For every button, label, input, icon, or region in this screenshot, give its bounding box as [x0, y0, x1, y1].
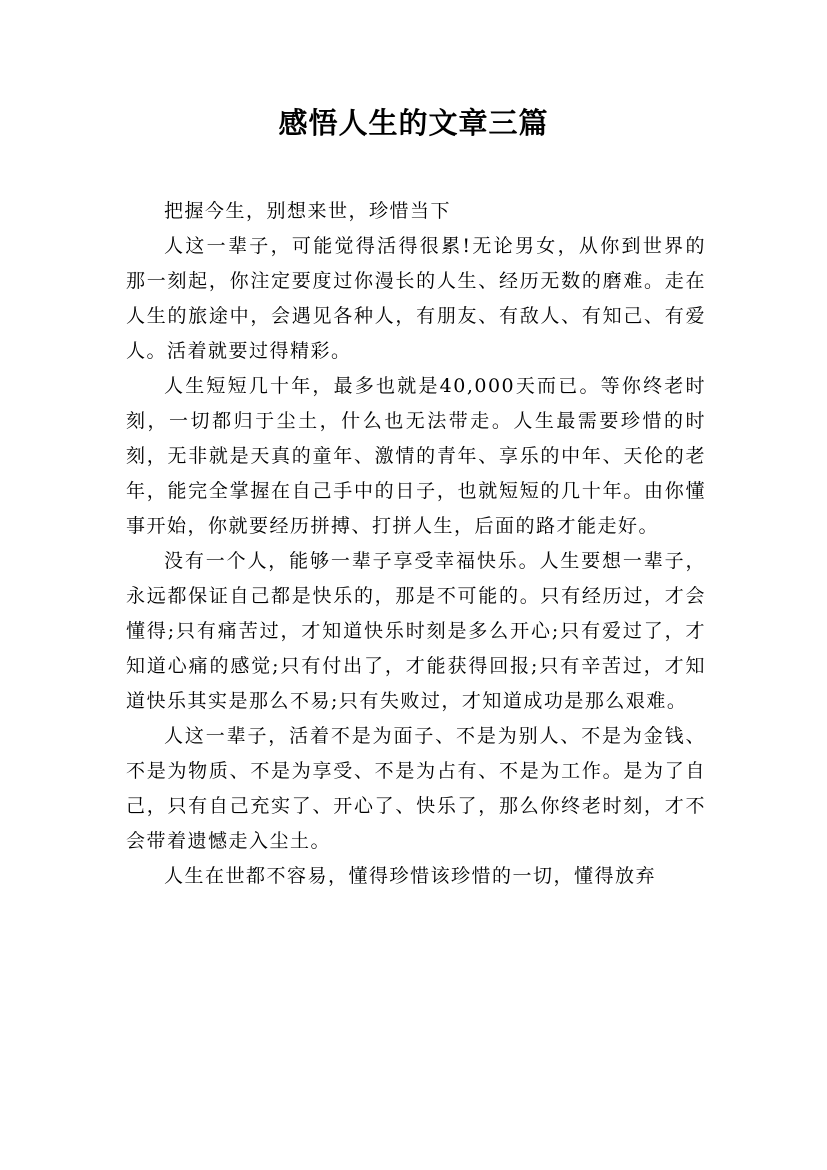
paragraph: 人生在世都不容易，懂得珍惜该珍惜的一切，懂得放弃 [164, 865, 657, 887]
document-body [126, 194, 706, 894]
paragraph: 人这一辈子，活着不是为面子、不是为别人、不是为金钱、不是为物质、不是为享受、不是为占有、不是为工作。是为了自己，只有自己充实了、开心了、快乐了，那么你终老时刻，才不会带着遗憾走入尘土。 [126, 725, 706, 852]
document-title: 感悟人生的文章三篇 [278, 106, 549, 140]
paragraph: 人这一辈子，可能觉得活得很累!无论男女，从你到世界的那一刻起，你注定要度过你漫长的人生、经历无数的磨难。走在人生的旅途中，会遇见各种人，有朋友、有敌人、有知己、有爱人。活着就要过得精彩。 [126, 235, 706, 362]
paragraph: 人生短短几十年，最多也就是40,000天而已。等你终老时刻，一切都归于尘土，什么也无法带走。人生最需要珍惜的时刻，无非就是天真的童年、激情的青年、享乐的中年、天伦的老年，能完全掌握在自己手中的日子，也就短短的几十年。由你懂事开始，你就要经历拼搏、打拼人生，后面的路才能走好。 [126, 375, 706, 537]
paragraph-subtitle: 把握今生，别想来世，珍惜当下 [164, 200, 452, 222]
paragraph: 没有一个人，能够一辈子享受幸福快乐。人生要想一辈子，永远都保证自己都是快乐的，那是不可能的。只有经历过，才会懂得;只有痛苦过，才知道快乐时刻是多么开心;只有爱过了，才知道心痛的感觉;只有付出了，才能获得回报;只有辛苦过，才知道快乐其实是那么不易;只有失败过，才知道成功是那么艰难。 [126, 550, 706, 712]
